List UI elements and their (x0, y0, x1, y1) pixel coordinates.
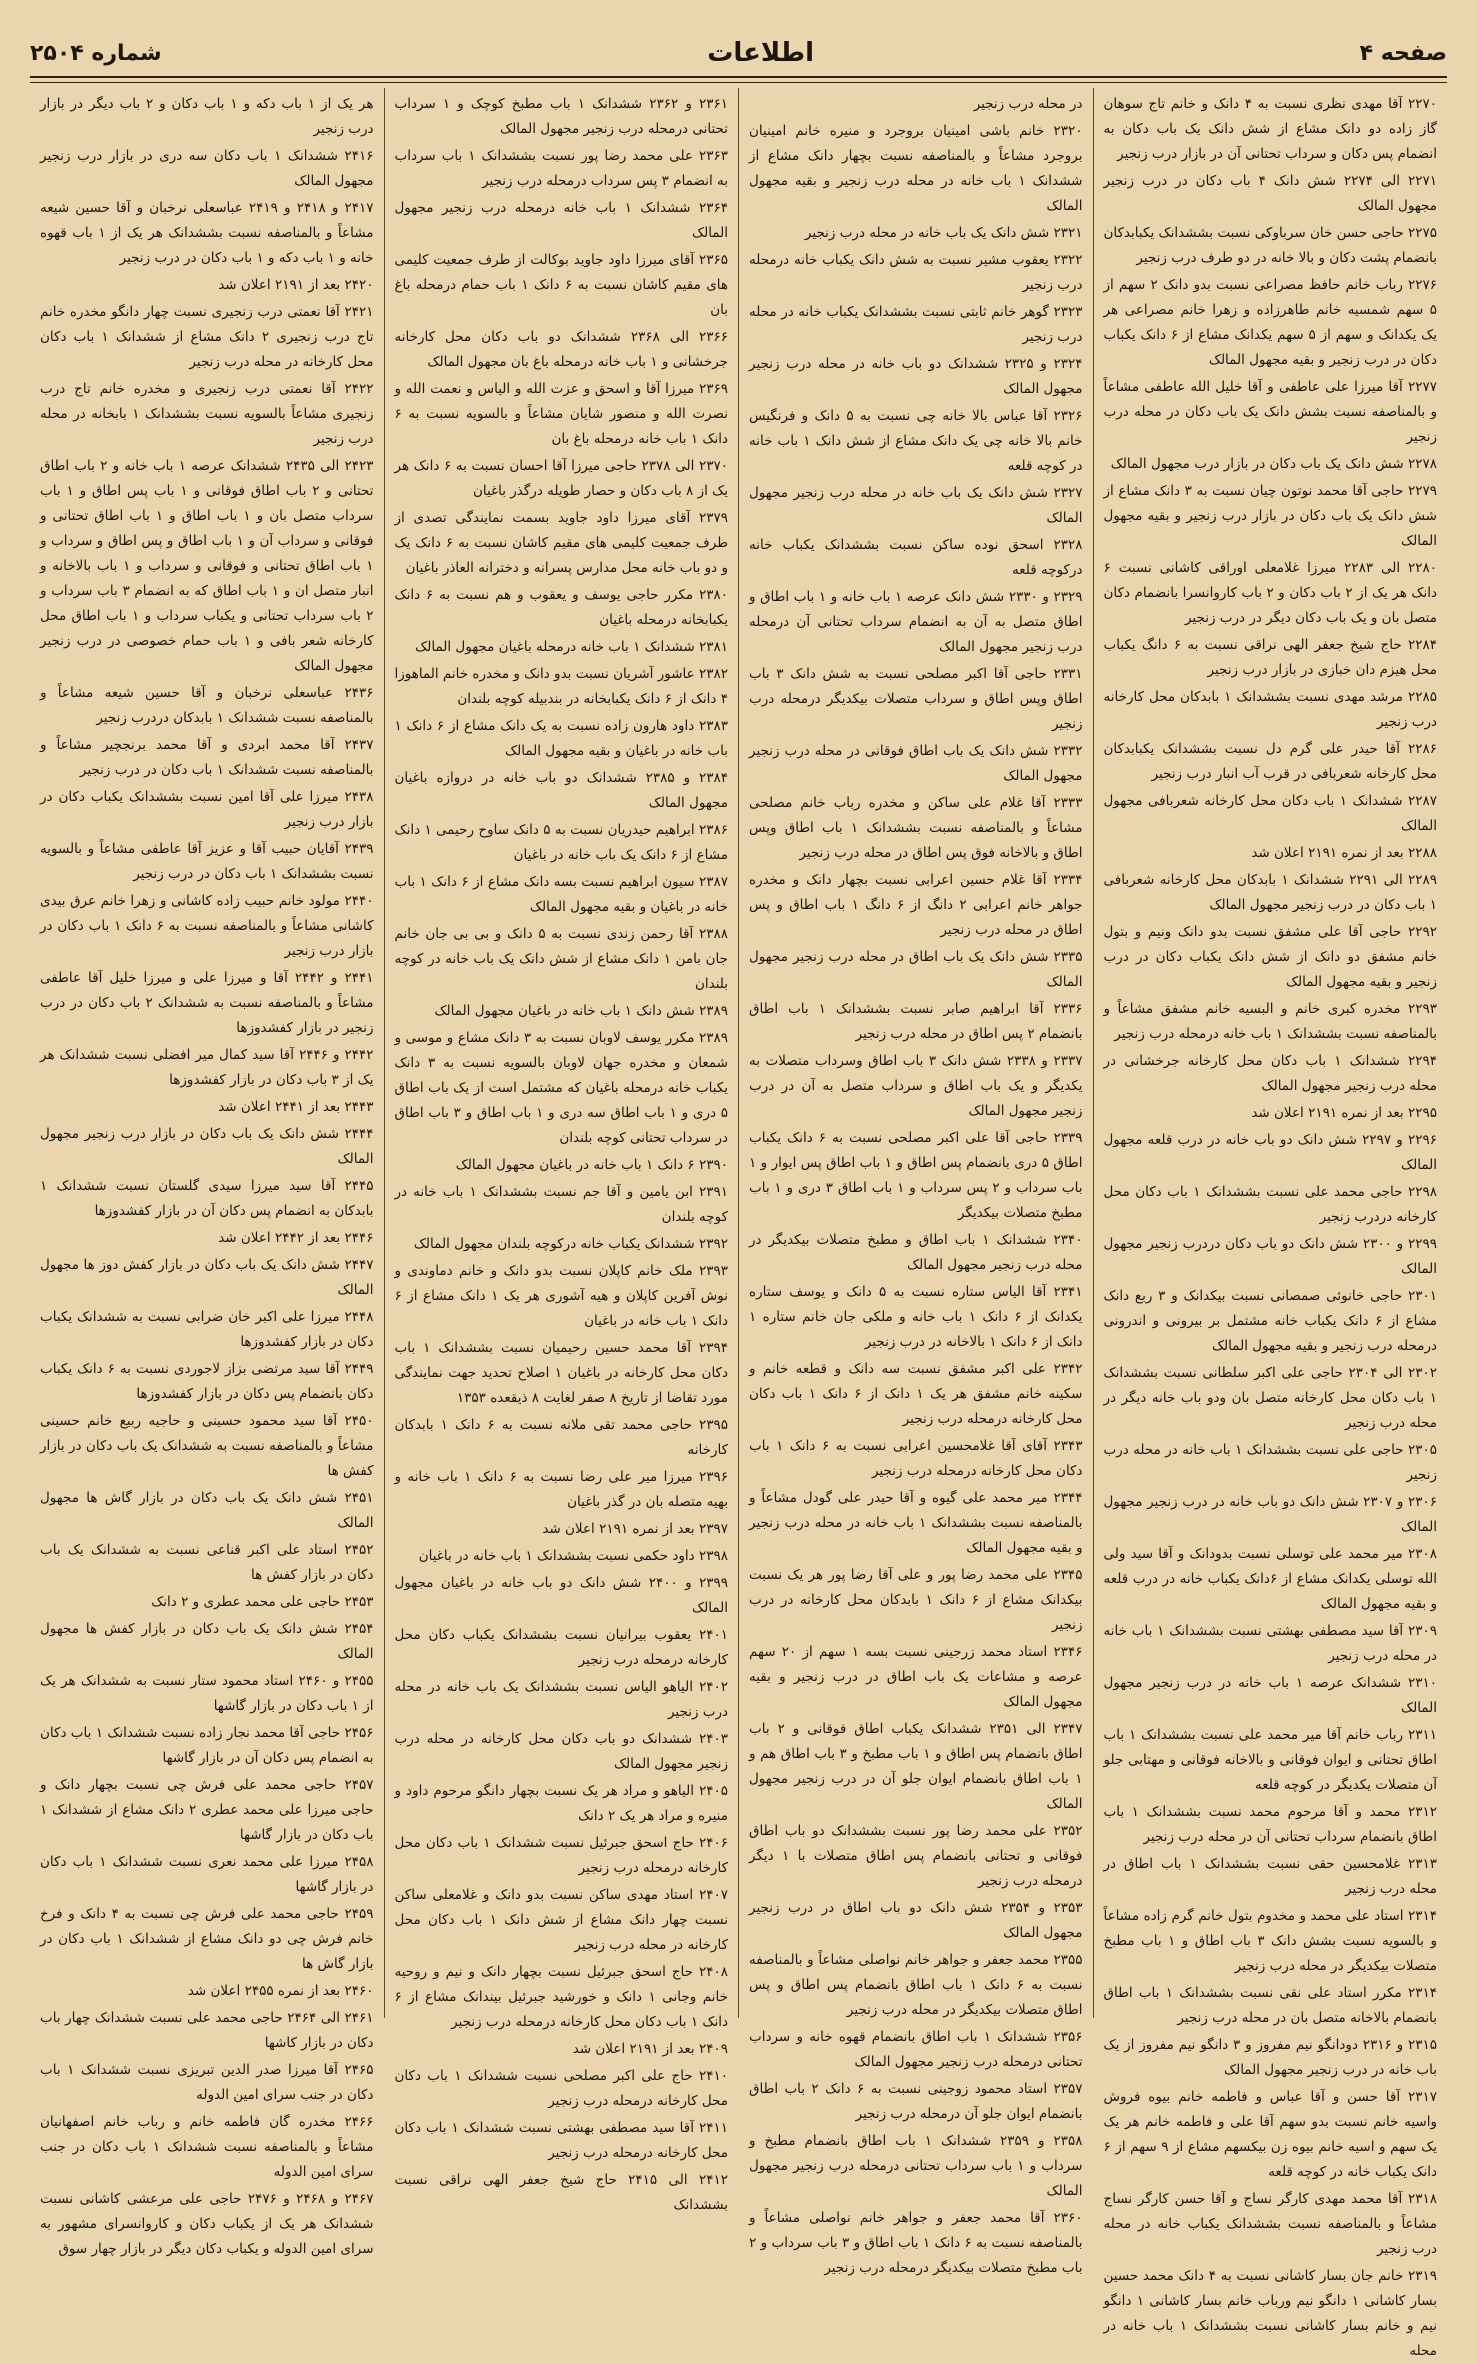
notice-entry: ۲۳۲۰ خانم باشی امینیان بروجرد و منیره خانم امینیان بروجرد مشاعاً و بالمناصفه نسبت بچهار دانک مشاع از ششدانک ۱ باب خانه در محله درب زنجیر و بقیه مجهول المالک (749, 123, 1083, 214)
notice-entry: ۲۳۱۴ مکرر استاد علی نقی نسبت بششدانک ۱ باب اطاق بانضمام بالاخانه متصل بان در محله درب زنجیر (1103, 1985, 1437, 2026)
notice-entry: ۲۳۶۹ میرزا آقا و اسحق و عزت الله و الیاس و نعمت الله و نصرت الله و منصور شایان مشاعاً و بالسویه نسبت به ۶ دانک ۱ باب خانه درمحله باغ بان (394, 381, 728, 447)
notice-entry: ۲۴۴۳ بعد از ۲۴۴۱ اعلان شد (218, 1099, 374, 1115)
notice-entry: ۲۳۳۵ شش دانک یک باب اطاق در محله درب زنجیر مجهول المالک (749, 949, 1083, 990)
notice-entry: ۲۴۶۷ و ۲۴۶۸ و ۲۴۷۶ حاجی علی مرعشی کاشانی نسبت ششدانک هر یک از یکباب دکان و کاروانسرای مشهور به سرای امین الدوله و یکباب دکان دیگر در بازار چهار سوق (40, 2191, 374, 2257)
notice-entry: ۲۳۶۱ و ۲۳۶۲ ششدانک ۱ باب مطبخ کوچک و ۱ سرداب تحتانی درمحله درب زنجیر مجهول المالک (394, 96, 728, 137)
notice-entry: ۲۴۵۸ میرزا علی محمد نعری نسبت ششدانک ۱ باب دکان در بازار گاشها (40, 1854, 374, 1895)
notice-entry: ۲۳۲۷ شش دانک یک باب خانه در محله درب زنجیر مجهول المالک (749, 485, 1083, 526)
notice-entry: ۲۳۶۴ ششدانک ۱ باب خانه درمحله درب زنجیر مجهول المالک (394, 200, 729, 241)
notice-entry: ۲۳۵۵ محمد جعفر و جواهر خانم نواصلی مشاعاً و بالمناصفه نسبت به ۶ دانک ۱ باب اطاق بانضمام پس اطاق و پس اطاق متصلات بیکدیگر در محله درب زنجیر (749, 1952, 1083, 2018)
notice-entry: ۲۴۵۹ حاجی محمد علی فرش چی نسبت به ۴ دانک و فرخ خانم فرش چی دو دانک مشاع از ششدانک ۱ باب دکان در بازار گاش ها (40, 1906, 374, 1972)
notice-entry: ۲۴۴۴ شش دانک یک باب دکان در بازار درب زنجیر مجهول المالک (40, 1126, 374, 1167)
column-3 (384, 88, 739, 2213)
newspaper-title: اطلاعات (707, 38, 815, 68)
notice-entry: ۲۴۵۳ حاجی علی محمد عطری و ۲ دانک (151, 1594, 374, 1610)
notice-entry: ۲۲۷۵ حاجی حسن خان سرباوکی نسبت بششدانک یکبابدکان بانضمام پشت دکان و بالا خانه در دو طرف درب زنجیر (1103, 225, 1437, 266)
notice-entry: ۲۳۴۷ الی ۲۳۵۱ ششدانک یکباب اطاق فوقانی و ۲ باب اطاق بانضمام پس اطاق و ۱ باب مطبخ و ۳ باب اطاق هم و ۱ باب اطاق بانضمام ایوان جلو آن در درب زنجیر مجهول المالک (749, 1721, 1083, 1812)
notice-entry: ۲۴۴۱ و ۲۴۴۲ آقا و میرزا علی و میرزا خلیل آقا عاطفی مشاعاً و بالمناصفه نسبت به ششدانک ۲ باب دکان در درب زنجیر در بازار کفشدوزها (40, 970, 374, 1036)
notice-entry: ۲۴۱۱ آقا سید مصطفی بهشتی نسبت ششدانک ۱ باب دکان محل کارخانه درمحله درب زنجیر (394, 2120, 728, 2161)
notice-entry: ۲۳۳۴ آقا غلام حسین اعرابی نسبت بچهار دانک و مخدره جواهر خانم اعرابی ۲ دانگ از ۶ دانگ ۱ باب اطاق و پس اطاق در محله درب زنجیر (749, 872, 1083, 938)
notice-entry: ۲۳۰۸ میر محمد علی توسلی نسبت بدودانک و آقا سید ولی الله توسلی یکدانک مشاع از ۶دانک یکباب خانه در درب قلعه و بقیه مجهول المالک (1103, 1546, 1437, 1612)
notice-entry: ۲۲۸۷ ششدانک ۱ باب دکان محل کارخانه شعربافی مجهول المالک (1103, 793, 1437, 834)
notice-entry: ۲۲۷۱ الی ۲۲۷۴ شش دانک ۴ باب دکان در درب زنجیر مجهول المالک (1103, 173, 1437, 214)
notice-entry: ۲۳۱۰ ششدانک عرصه ۱ باب خانه در درب زنجیر مجهول المالک (1103, 1675, 1437, 1716)
notice-entry: ۲۳۰۹ آقا سید مصطفی بهشتی نسبت بششدانک ۱ باب خانه در محله درب زنجیر (1103, 1623, 1437, 1664)
notice-entry: ۲۳۸۳ داود هارون زاده نسبت به یک دانک مشاع از ۶ دانک ۱ باب خانه در باغیان و بقیه مجهول المالک (394, 718, 729, 759)
notice-entry: ۲۳۲۸ اسحق نوده ساکن نسبت بششدانک یکباب خانه درکوچه قلعه (749, 537, 1083, 578)
notice-entry: ۲۲۷۰ آقا مهدی نظری نسبت به ۴ دانک و خانم تاج سوهان گاز زاده دو دانک مشاع از شش دانک یک باب دکان به انضمام پس دکان و سرداب تحتانی آن در بازار درب زنجیر (1103, 96, 1437, 162)
notice-entry: ۲۴۳۷ آقا محمد ابردی و آقا محمد برنجچیر مشاعاً و بالمناصفه نسبت ششدانک ۱ باب دکان در درب زنجیر (40, 737, 374, 778)
notice-entry: ۲۴۵۴ شش دانک یک باب دکان در بازار کفش ها مجهول المالک (40, 1621, 374, 1662)
notice-entry: ۲۳۲۶ آقا عباس بالا خانه چی نسبت به ۵ دانک و فرنگیس خانم بالا خانه چی یک دانک مشاع از شش دانک ۱ باب خانه در کوچه قلعه (749, 408, 1083, 474)
notice-entry: ۲۲۹۲ حاجی آقا علی مشفق نسبت بدو دانک ونیم و بتول خانم مشفق دو دانک از شش دانک یکباب دکان در درب زنجیر و بقیه مجهول المالک (1103, 924, 1437, 990)
notice-entry: ۲۳۲۹ و ۲۳۳۰ شش دانک عرصه ۱ باب خانه و ۱ باب اطاق و اطاق متصل به آن به انضمام سرداب تحتانی آن درمحله درب زنجیر مجهول المالک (749, 589, 1083, 655)
notice-entry: ۲۲۷۸ شش دانک یک باب دکان در بازار درب مجهول المالک (1110, 456, 1437, 472)
notice-entry: ۲۳۲۳ گوهر خانم ثابتی نسبت بششدانک یکباب خانه در محله درب زنجیر (749, 304, 1083, 345)
notice-entry: ۲۴۰۹ بعد از ۲۱۹۱ اعلان شد (572, 2041, 728, 2057)
notice-entry: ۲۳۸۱ ششدانک ۱ باب خانه درمحله باغیان مجهول المالک (415, 639, 728, 655)
notice-entry: ۲۳۵۲ علی محمد رضا پور نسبت بششدانک دو باب اطاق فوقانی و تحتانی بانضمام پس اطاق متصلات با ۱ دیگر درمحله درب زنجیر (749, 1823, 1083, 1889)
notice-entry: ۲۴۶۶ مخدره گان فاطمه خانم و رباب خانم اصفهانیان مشاعاً و بالمناصفه نسبت ششدانک ۱ باب دکان در جنب سرای امین الدوله (40, 2114, 374, 2180)
notice-entry: ۲۲۹۶ و ۲۲۹۷ شش دانک دو باب خانه در درب قلعه مجهول المالک (1103, 1132, 1437, 1173)
notice-entry: ۲۲۸۶ آقا حیدر علی گرم دل نسبت بششدانک یکبابدکان محل کارخانه شعربافی در قرب آب انبار درب زنجیر (1103, 741, 1437, 782)
column-1 (1093, 88, 1448, 2359)
notice-entry: ۲۴۲۱ آقا نعمتی درب زنجیری نسبت چهار دانگو مخدره خانم تاج درب زنجیری ۲ دانک مشاع از ششدانک ۱ باب دکان محل کارخانه در محله درب زنجیر (40, 304, 374, 370)
notice-entry: ۲۳۵۷ استاد محمود زوجینی نسبت به ۶ دانک ۲ باب اطاق بانضمام ایوان جلو آن درمحله درب زنجیر (749, 2081, 1083, 2122)
notice-entry: ۲۴۵۵ و ۲۴۶۰ استاد محمود ستار نسبت به ششدانک هر یک از ۱ باب دکان در بازار گاشها (40, 1673, 374, 1714)
notice-entry: ۲۴۴۵ آقا سید میرزا سیدی گلستان نسبت ششدانک ۱ بابدکان به انضمام پس دکان آن در بازار کفشدوزها (40, 1178, 374, 1219)
notice-entry: در محله درب زنجیر (973, 96, 1083, 112)
notice-entry: ۲۳۸۷ سیون ابراهیم نسبت بسه دانک مشاع از ۶ دانک ۱ باب خانه در باغیان و بقیه مجهول المالک (394, 874, 728, 915)
notice-entry: ۲۴۳۸ میرزا علی آقا امین نسبت بششدانک یکباب دکان در بازار درب زنجیر (40, 789, 374, 830)
notice-entry: ۲۳۱۵ و ۲۳۱۶ دودانگو نیم مفروز و ۳ دانگو نیم مفروز از یک باب خانه در درب زنجیر مجهول المالک (1103, 2037, 1437, 2078)
notice-entry: ۲۴۴۶ بعد از ۲۴۴۲ اعلان شد (218, 1230, 374, 1246)
notice-entry: ۲۲۸۸ بعد از نمره ۲۱۹۱ اعلان شد (1251, 845, 1437, 861)
notice-entry: ۲۳۰۶ و ۲۳۰۷ شش دانک دو باب خانه در درب زنجیر مجهول المالک (1103, 1494, 1437, 1535)
notice-entry: هر یک از ۱ باب دکه و ۱ باب دکان و ۲ باب دیگر در بازار درب زنجیر (40, 96, 374, 137)
notice-entry: ۲۳۱۹ خانم جان بسار کاشانی نسبت به ۴ دانک محمد حسین بسار کاشانی ۱ دانگو نیم ورباب خانم بسار کاشانی ۱ دانگو نیم و خانم بسار کاشانی نسبت بششدانک ۱ باب خانه در محله (1103, 2268, 1437, 2359)
notice-entry: ۲۳۶۵ آقای میرزا داود جاوید بوکالت از طرف جمعیت کلیمی های مقیم کاشان نسبت به ۶ دانک ۱ باب حمام درمحله باغ بان (394, 252, 728, 318)
notice-entry: ۲۴۰۵ الیاهو و مراد هر یک نسبت بچهار دانگو مرحوم داود و منیره و مراد هر یک ۲ دانک (394, 1783, 728, 1824)
notice-entry: ۲۴۵۷ حاجی محمد علی فرش چی نسبت بچهار دانک و حاجی میرزا علی محمد عطری ۲ دانک مشاع از ششدانک ۱ باب دکان در بازار گاشها (40, 1777, 374, 1843)
notice-entry: ۲۴۴۹ آقا سید مرتضی بزاز لاجوردی نسبت به ۶ دانک یکباب دکان بانضمام پس دکان در بازار کفشدوزها (40, 1361, 374, 1402)
notice-entry: ۲۳۹۷ بعد از نمره ۲۱۹۱ اعلان شد (542, 1521, 728, 1537)
notice-entry: ۲۳۸۶ ابراهیم حیدریان نسبت به ۵ دانک ساوح رحیمی ۱ دانک مشاع از ۶ دانک یک باب خانه در باغیان (394, 822, 728, 863)
notice-entry: ۲۲۷۶ رباب خانم حافظ مصراعی نسبت بدو دانک ۲ سهم از ۵ سهم شمسیه خانم طاهرزاده و زهرا خانم مصراعی هر یک یکدانک و سهم از ۵ سهم یکدانک مشاع از ۶ دانک یکباب دکان در درب زنجیر و بقیه مجهول المالک (1103, 277, 1438, 368)
notice-entry: ۲۲۸۴ حاج شیخ جعفر الهی نراقی نسبت به ۶ دانگ یکباب محل هیزم دان خبازی در بازار درب زنجیر (1103, 637, 1437, 678)
notice-entry: ۲۳۱۴ استاد علی محمد و مخدوم بتول خانم گرم زاده مشاعاً و بالسویه نسبت بشش دانک ۳ باب اطاق و ۱ باب مطبخ متصلات بیکدیگر در محله درب زنجیر (1103, 1908, 1438, 1974)
notice-entry: ۲۳۵۳ و ۲۳۵۴ شش دانک دو باب اطاق در درب زنجیر مجهول المالک (749, 1900, 1083, 1941)
notice-entry: ۲۳۱۱ رباب خانم آقا میر محمد علی نسبت بششدانک ۱ باب اطاق تحتانی و ایوان فوقانی و بالاخانه فوقانی و مهتابی جلو آن متصلات یکدیگر در کوچه قلعه (1103, 1727, 1437, 1793)
column-2 (738, 88, 1093, 2276)
column-4 (30, 88, 384, 2257)
notice-entry: ۲۴۶۵ آقا میرزا صدر الدین تبریزی نسبت ششدانک ۱ باب دکان در جنب سرای امین الدوله (40, 2062, 374, 2103)
notice-entry: ۲۴۱۲ الی ۲۴۱۵ حاج شیخ جعفر الهی نراقی نسبت بششدانک (394, 2172, 728, 2213)
notice-entry: ۲۳۷۹ آقای میرزا داود جاوید بسمت نمایندگی تصدی از طرف جمعیت کلیمی های مقیم کاشان نسبت به ۶ دانک یک و دو باب خانه محل مدارس پسرانه و دخترانه العاذر باغیان (394, 510, 728, 576)
notice-entry: ۲۳۵۶ ششدانک ۱ باب اطاق بانضمام قهوه خانه و سرداب تحتانی درمحله درب زنجیر مجهول المالک (749, 2029, 1083, 2070)
notice-entry: ۲۲۹۵ بعد از نمره ۲۱۹۱ اعلان شد (1251, 1105, 1437, 1121)
notice-entry: ۲۴۲۰ بعد از ۲۱۹۱ اعلان شد (218, 277, 374, 293)
notice-entry: ۲۲۸۰ الی ۲۲۸۳ میرزا غلامعلی اوراقی کاشانی نسبت ۶ دانک هر یک از ۲ باب دکان و ۲ باب کاروانسرا بانضمام دکان متصل بان و یک باب دکان دیگر در درب زنجیر (1103, 560, 1438, 626)
notice-entry: ۲۴۱۶ ششدانک ۱ باب دکان سه دری در بازار درب زنجیر مجهول المالک (40, 148, 374, 189)
notice-entry: ۲۳۴۰ ششدانک ۱ باب اطاق و مطبخ متصلات بیکدیگر در محله درب زنجیر مجهول المالک (749, 1232, 1083, 1273)
notice-entry: ۲۳۴۴ میر محمد علی گیوه و آقا حیدر علی گودل مشاعاً و بالمناصفه نسبت بششدانک ۱ باب خانه در محله درب زنجیر و بقیه مجهول المالک (749, 1490, 1083, 1556)
notice-entry: ۲۴۰۲ الیاهو الیاس نسبت بششدانک یک باب خانه در محله درب زنجیر (394, 1679, 728, 1720)
notice-entry: ۲۳۸۰ مکرر حاجی یوسف و یعقوب و هم نسبت به ۶ دانک یکبابخانه درمحله باغیان (394, 587, 728, 628)
issue-number: شماره ۲۵۰۴ (30, 40, 162, 66)
columns-container (30, 88, 1447, 2359)
notice-entry: ۲۳۴۵ علی محمد رضا پور و علی آقا رضا پور هر یک نسبت بیکدانک مشاع از ۶ دانک ۱ بابدکان محل کارخانه در درب زنجیر (749, 1567, 1083, 1633)
notice-entry: ۲۳۳۲ شش دانک یک باب اطاق فوقانی در محله درب زنجیر مجهول المالک (749, 743, 1083, 784)
notice-entry: ۲۴۵۲ استاد علی اکبر قناعی نسبت به ششدانک یک باب دکان در بازار کفش ها (40, 1542, 374, 1583)
notice-entry: ۲۴۴۲ و ۲۴۴۶ آقا سید کمال میر افضلی نسبت ششدانک هر یک از ۳ باب دکان در بازار کفشدوزها (40, 1047, 374, 1088)
notice-entry: ۲۳۱۷ آقا حسن و آقا عباس و فاطمه خانم بیوه فروش واسیه خانم نسبت بدو سهم آقا علی و فاطمه خانم هر یک یک سهم و اسیه خانم بیوه زن بیکسهم مشاع از ۹ سهم از ۶ دانک یکباب خانه در کوچه قلعه (1103, 2089, 1437, 2180)
notice-entry: ۲۳۳۷ و ۲۳۳۸ شش دانک ۳ باب اطاق وسرداب متصلات به یکدیگر و یک باب اطاق و سرداب متصل به آن در درب زنجیر مجهول المالک (749, 1053, 1083, 1119)
notice-entry: ۲۴۶۰ بعد از نمره ۲۴۵۵ اعلان شد (187, 1983, 374, 1999)
notice-entry: ۲۳۴۳ آقای آقا غلامحسین اعرابی نسبت به ۶ دانک ۱ باب دکان محل کارخانه درمحله درب زنجیر (749, 1438, 1083, 1479)
notice-entry: ۲۴۳۶ عباسعلی نرخبان و آقا حسین شیعه مشاعاً و بالمناصفه نسبت ششدانک ۱ بابدکان دردرب زنجیر (40, 685, 374, 726)
notice-entry: ۲۴۰۸ حاج اسحق جبرئیل نسبت بچهار دانک و نیم و روحیه خانم وجانی ۱ دانک و خورشید جبرئیل بیندانک مشاع از ۶ دانک ۱ باب دکان محل کارخانه درمحله درب زنجیر (394, 1964, 728, 2030)
notice-entry: ۲۲۹۸ حاجی محمد علی نسبت بششدانک ۱ باب دکان محل کارخانه دردرب زنجیر (1103, 1184, 1437, 1225)
notice-entry: ۲۴۰۷ استاد مهدی ساکن نسبت بدو دانک و غلامعلی ساکن نسبت چهار دانک مشاع از شش دانک ۱ باب دکان محل کارخانه در محله درب زنجیر (394, 1887, 728, 1953)
notice-entry: ۲۴۰۶ حاج اسحق جبرئیل نسبت ششدانک ۱ باب دکان محل کارخانه درمحله درب زنجیر (394, 1835, 729, 1876)
page-number: صفحه ۴ (1359, 40, 1447, 66)
notice-entry: ۲۳۱۲ محمد و آقا مرحوم محمد نسبت بششدانک ۱ باب اطاق بانضمام سرداب تحتانی آن در محله درب زنجیر (1103, 1804, 1437, 1845)
notice-entry: ۲۳۹۳ ملک خانم کاپلان نسبت بدو دانک و خانم دماوندی و نوش آفرین کاپلان و هیه آشوری هر یک ۱ دانک مشاع از ۶ دانک ۱ باب خانه در باغیان (394, 1263, 729, 1329)
notice-entry: ۲۳۸۹ مکرر یوسف لاوبان نسبت به ۳ دانک مشاع و موسی و شمعان و مخدره جهان لاوبان بالسویه نسبت به ۳ دانک یکباب خانه درمحله باغیان که مشتمل است از یک باب اطاق ۵ دری و ۱ باب اطاق سه دری و ۱ باب اطاق و ۳ باب اطاق در سرداب تحتانی کوچه بلندان (394, 1030, 728, 1146)
notice-entry: ۲۳۴۶ استاد محمد زرجینی نسبت بسه ۱ سهم از ۲۰ سهم عرصه و مشاعات یک باب اطاق در درب زنجیر و بقیه مجهول المالک (749, 1644, 1083, 1710)
notice-entry: ۲۳۹۲ ششدانک یکباب خانه درکوچه بلندان مجهول المالک (413, 1236, 728, 1252)
notice-entry: ۲۳۳۹ حاجی آقا علی اکبر مصلحی نسبت به ۶ دانک یکباب اطاق ۵ دری بانضمام پس اطاق و ۱ باب اطاق پس ایوار و ۱ باب سرداب و ۲ پس سرداب و ۱ باب اطاق ۳ دری و ۱ باب مطبخ متصلات بیکدیگر (749, 1130, 1083, 1221)
notice-entry: ۲۲۹۳ مخدره کبری خانم و البسیه خانم مشفق مشاعاً و بالمناصفه نسبت بششدانک ۱ باب خانه درمحله درب زنجیر (1103, 1001, 1437, 1042)
notice-entry: ۲۳۰۵ حاجی علی نسبت بششدانک ۱ باب خانه در محله درب زنجیر (1103, 1442, 1437, 1483)
notice-entry: ۲۳۸۹ شش دانک ۱ باب خانه در باغیان مجهول المالک (434, 1003, 728, 1019)
notice-entry: ۲۳۹۴ آقا محمد حسین رحیمیان نسبت بششدانک ۱ باب دکان محل کارخانه در باغیان ۱ اصلاح تحدید جهت نمایندگی مورد تقاضا از تاریخ ۸ صفر لغایت ۸ ذیقعده ۱۳۵۳ (394, 1340, 728, 1406)
notice-entry: ۲۳۲۴ و ۲۳۲۵ ششدانک دو باب خانه در محله درب زنجیر مجهول المالک (749, 356, 1083, 397)
notice-entry: ۲۳۰۲ الی ۲۳۰۴ حاجی علی اکبر سلطانی نسبت بششدانک ۱ باب دکان محل کارخانه متصل بان ودو باب خانه دیگر در محله درب زنجیر (1103, 1365, 1437, 1431)
notice-entry: ۲۴۱۷ و ۲۴۱۸ و ۲۴۱۹ عباسعلی نرخبان و آقا حسین شیعه مشاعاً و بالمناصفه نسبت بششدانک هر یک از ۱ باب قهوه خانه و ۱ باب دکه و ۱ باب دکان در درب زنجیر (40, 200, 374, 266)
notice-entry: ۲۳۲۲ یعقوب مشیر نسبت به شش دانک یکباب خانه درمحله درب زنجیر (749, 252, 1083, 293)
notice-entry: ۲۳۶۳ علی محمد رضا پور نسبت بششدانک ۱ باب سرداب به انضمام ۳ پس سرداب درمحله درب زنجیر (394, 148, 728, 189)
notice-entry: ۲۳۴۲ علی اکبر مشفق نسبت سه دانک و قطعه خانم و سکینه خانم مشفق هر یک ۱ دانک از ۶ دانک ۱ باب دکان محل کارخانه درمحله درب زنجیر (749, 1361, 1083, 1427)
notice-entry: ۲۳۸۲ عاشور آشریان نسبت بدو دانک و مخدره خانم الماهوزا ۴ دانک از ۶ دانک یکبابخانه در بندبیله کوچه بلندان (394, 666, 728, 707)
notice-entry: ۲۴۰۳ ششدانک دو باب دکان محل کارخانه در محله درب زنجیر مجهول المالک (394, 1731, 728, 1772)
notice-entry: ۲۳۹۱ ابن یامین و آقا جم نسبت بششدانک ۱ باب خانه در کوچه بلندان (394, 1184, 728, 1225)
notice-entry: ۲۳۹۶ میرزا میر علی رضا نسبت به ۶ دانک ۱ باب خانه و بهیه متصله بان در گذر باغیان (394, 1469, 728, 1510)
notice-entry: ۲۲۸۹ الی ۲۲۹۱ ششدانک ۱ بابدکان محل کارخانه شعربافی ۱ باب دکان در درب زنجیر مجهول المالک (1103, 872, 1437, 913)
notice-entry: ۲۴۲۲ آقا نعمتی درب زنجیری و مخدره خانم تاج درب زنجیری مشاعاً بالسویه نسبت بششدانک ۱ بابخانه در محله درب زنجیر (40, 381, 374, 447)
notice-entry: ۲۲۹۹ و ۲۳۰۰ شش دانک دو باب دکان دردرب زنجیر مجهول المالک (1103, 1236, 1437, 1277)
notice-entry: ۲۴۲۳ الی ۲۴۳۵ ششدانک عرصه ۱ باب خانه و ۲ باب اطاق تحتانی و ۲ باب اطاق فوقانی و ۱ باب پس اطاق و ۱ باب سرداب متصل بان و ۱ باب اطاق و ۱ باب اطاق تحتانی و فوقانی و سرداب آن و ۱ باب اطاق و پس اطاق و سرداب و ۱ باب اطاق تحتانی و فوقانی و سرداب و ۱ باب بالاخانه و انبار متصل ان و ۱ باب اطاق که به انضمام ۳ باب سرداب و ۲ باب سرداب تحتانی و یکباب سرداب و ۱ باب اطاق محل کارخانه شعر بافی و ۱ باب حمام خصوصی در درب زنجیر مجهول المالک (40, 458, 374, 674)
notice-entry: ۲۲۷۹ حاجی آقا محمد نوتون چیان نسبت به ۳ دانک مشاع از شش دانک یک باب دکان در بازار درب زنجیر و بقیه مجهول المالک (1103, 483, 1437, 549)
notice-entry: ۲۳۴۱ آقا الیاس ستاره نسبت به ۵ دانک و یوسف ستاره یکدانک از ۶ دانک ۱ باب خانه و ملکی جان خانم ستاره ۱ دانک از ۶ دانک ۱ بالاخانه در درب زنجیر (749, 1284, 1083, 1350)
notice-entry: ۲۴۳۹ آقایان حبیب آقا و عزیز آقا عاطفی مشاعاً و بالسویه نسبت بششدانک ۱ باب دکان در درب زنجیر (40, 841, 374, 882)
notice-entry: ۲۳۱۸ آقا محمد مهدی کارگر نساج و آقا حسن کارگر نساج مشاعاً و بالمناصفه نسبت بششدانک یکباب خانه در محله درب زنجیر (1103, 2191, 1437, 2257)
notice-entry: ۲۴۱۰ حاج علی اکبر مصلحی نسبت ششدانک ۱ باب دکان محل کارخانه درمحله درب زنجیر (394, 2068, 728, 2109)
notice-entry: ۲۴۴۸ میرزا علی اکبر خان ضرابی نسبت به ششدانک یکباب دکان در بازار کفشدوزها (40, 1309, 374, 1350)
notice-entry: ۲۳۹۸ داود حکمی نسبت بششدانک ۱ باب خانه در باغیان (418, 1548, 728, 1564)
notice-entry: ۲۳۶۶ الی ۲۳۶۸ ششدانک دو باب دکان محل کارخانه جرخشانی و ۱ باب خانه درمحله باغ بان مجهول المالک (394, 329, 728, 370)
notice-entry: ۲۴۴۷ شش دانک یک باب دکان در بازار کفش دوز ها مجهول المالک (40, 1257, 374, 1298)
notice-entry: ۲۳۷۰ الی ۲۳۷۸ حاجی میرزا آقا احسان نسبت به ۶ دانک هر یک از ۸ باب دکان و حصار طویله درگذر باغیان (394, 458, 728, 499)
notice-entry: ۲۳۵۸ و ۲۳۵۹ ششدانک ۱ باب اطاق بانضمام مطبخ و سرداب و ۱ باب سرداب تحتانی درمحله درب زنجیر مجهول المالک (749, 2133, 1083, 2199)
header-rule (30, 82, 1447, 83)
notice-entry: ۲۴۵۶ حاجی آقا محمد نجار زاده نسبت ششدانک ۱ باب دکان به انضمام پس دکان آن در بازار گاشها (40, 1725, 374, 1766)
notice-entry: ۲۳۳۱ حاجی آقا اکبر مصلحی نسبت به شش دانک ۳ باب اطاق وپس اطاق و سرداب متصلات بیکدیگر درمحله درب زنجیر (749, 666, 1083, 732)
notice-entry: ۲۳۳۶ آقا ابراهیم صابر نسبت بششدانک ۱ باب اطاق بانضمام ۲ پس اطاق در محله درب زنجیر (749, 1001, 1083, 1042)
notice-entry: ۲۳۲۱ شش دانک یک باب خانه در محله درب زنجیر (804, 225, 1083, 241)
notice-entry: ۲۳۶۰ آقا محمد جعفر و جواهر خانم نواصلی مشاعاً و بالمناصفه نسبت به ۶ دانک ۱ باب اطاق و ۳ باب سرداب و ۲ باب مطبخ متصلات بیکدیگر درمحله درب زنجیر (749, 2210, 1083, 2276)
notice-entry: ۲۳۹۹ و ۲۴۰۰ شش دانک دو باب خانه در باغیان مجهول المالک (394, 1575, 728, 1616)
notice-entry: ۲۳۰۱ حاجی خانوئی صمصانی نسبت بیکدانک و ۳ ربع دانک مشاع از ۶ دانک یکباب خانه مشتمل بر بیرونی و اندرونی درمحله درب زنجیر و بقیه مجهول المالک (1103, 1288, 1437, 1354)
notice-entry: ۲۳۸۴ و ۲۳۸۵ ششدانک دو باب خانه در دروازه باغیان مجهول المالک (394, 770, 728, 811)
notice-entry: ۲۴۴۰ مولود خانم حبیب زاده کاشانی و زهرا خانم عرق بیدی کاشانی مشاعاً و بالمناصفه نسبت به ۶ دانک ۱ باب دکان در بازار درب زنجیر (40, 893, 374, 959)
notice-entry: ۲۳۸۸ آقا رحمن زندی نسبت به ۵ دانک و بی بی جان خانم جان بامن ۱ دانک مشاع از شش دانک یک باب خانه در کوچه بلندان (394, 926, 728, 992)
notice-entry: ۲۲۷۷ آقا میرزا علی عاطفی و آقا خلیل الله عاطفی مشاعاً و بالمناصفه نسبت بشش دانک یک باب دکان در محله درب زنجیر (1103, 379, 1437, 445)
notice-entry: ۲۲۹۴ ششدانک ۱ باب دکان محل کارخانه جرخشانی در محله درب زنجیر مجهول المالک (1103, 1053, 1437, 1094)
notice-entry: ۲۲۸۵ مرشد مهدی نسبت بششدانک ۱ بابدکان محل کارخانه درب زنجیر (1103, 689, 1437, 730)
notice-entry: ۲۳۳۳ آقا غلام علی ساکن و مخدره رباب خانم مصلحی مشاعاً و بالمناصفه نسبت بششدانک ۱ باب اطاق وپس اطاق و بالاخانه فوق پس اطاق در محله درب زنجیر (749, 795, 1083, 861)
notice-entry: ۲۳۱۳ غلامحسین حقی نسبت بششدانک ۱ باب اطاق در محله درب زنجیر (1103, 1856, 1437, 1897)
notice-entry: ۲۴۰۱ یعقوب بیرانیان نسبت بششدانک یکباب دکان محل کارخانه درمحله درب زنجیر (394, 1627, 728, 1668)
notice-entry: ۲۳۹۰ ۶ دانک ۱ باب خانه در باغیان مجهول المالک (455, 1157, 728, 1173)
masthead (30, 30, 1447, 78)
notice-entry: ۲۳۹۵ حاجی محمد تقی ملانه نسبت به ۶ دانک ۱ بابدکان کارخانه (394, 1417, 728, 1458)
notice-entry: ۲۴۵۰ آقا سید محمود حسینی و حاجیه ربیع خانم حسینی مشاعاً و بالمناصفه نسبت به ششدانک یک باب دکان در بازار کفش ها (40, 1413, 374, 1479)
notice-entry: ۲۴۵۱ شش دانک یک باب دکان در بازار گاش ها مجهول المالک (40, 1490, 374, 1531)
notice-entry: ۲۴۶۱ الی ۲۴۶۴ حاجی محمد علی نسبت ششدانک چهار باب دکان در بازار کاشها (40, 2010, 374, 2051)
